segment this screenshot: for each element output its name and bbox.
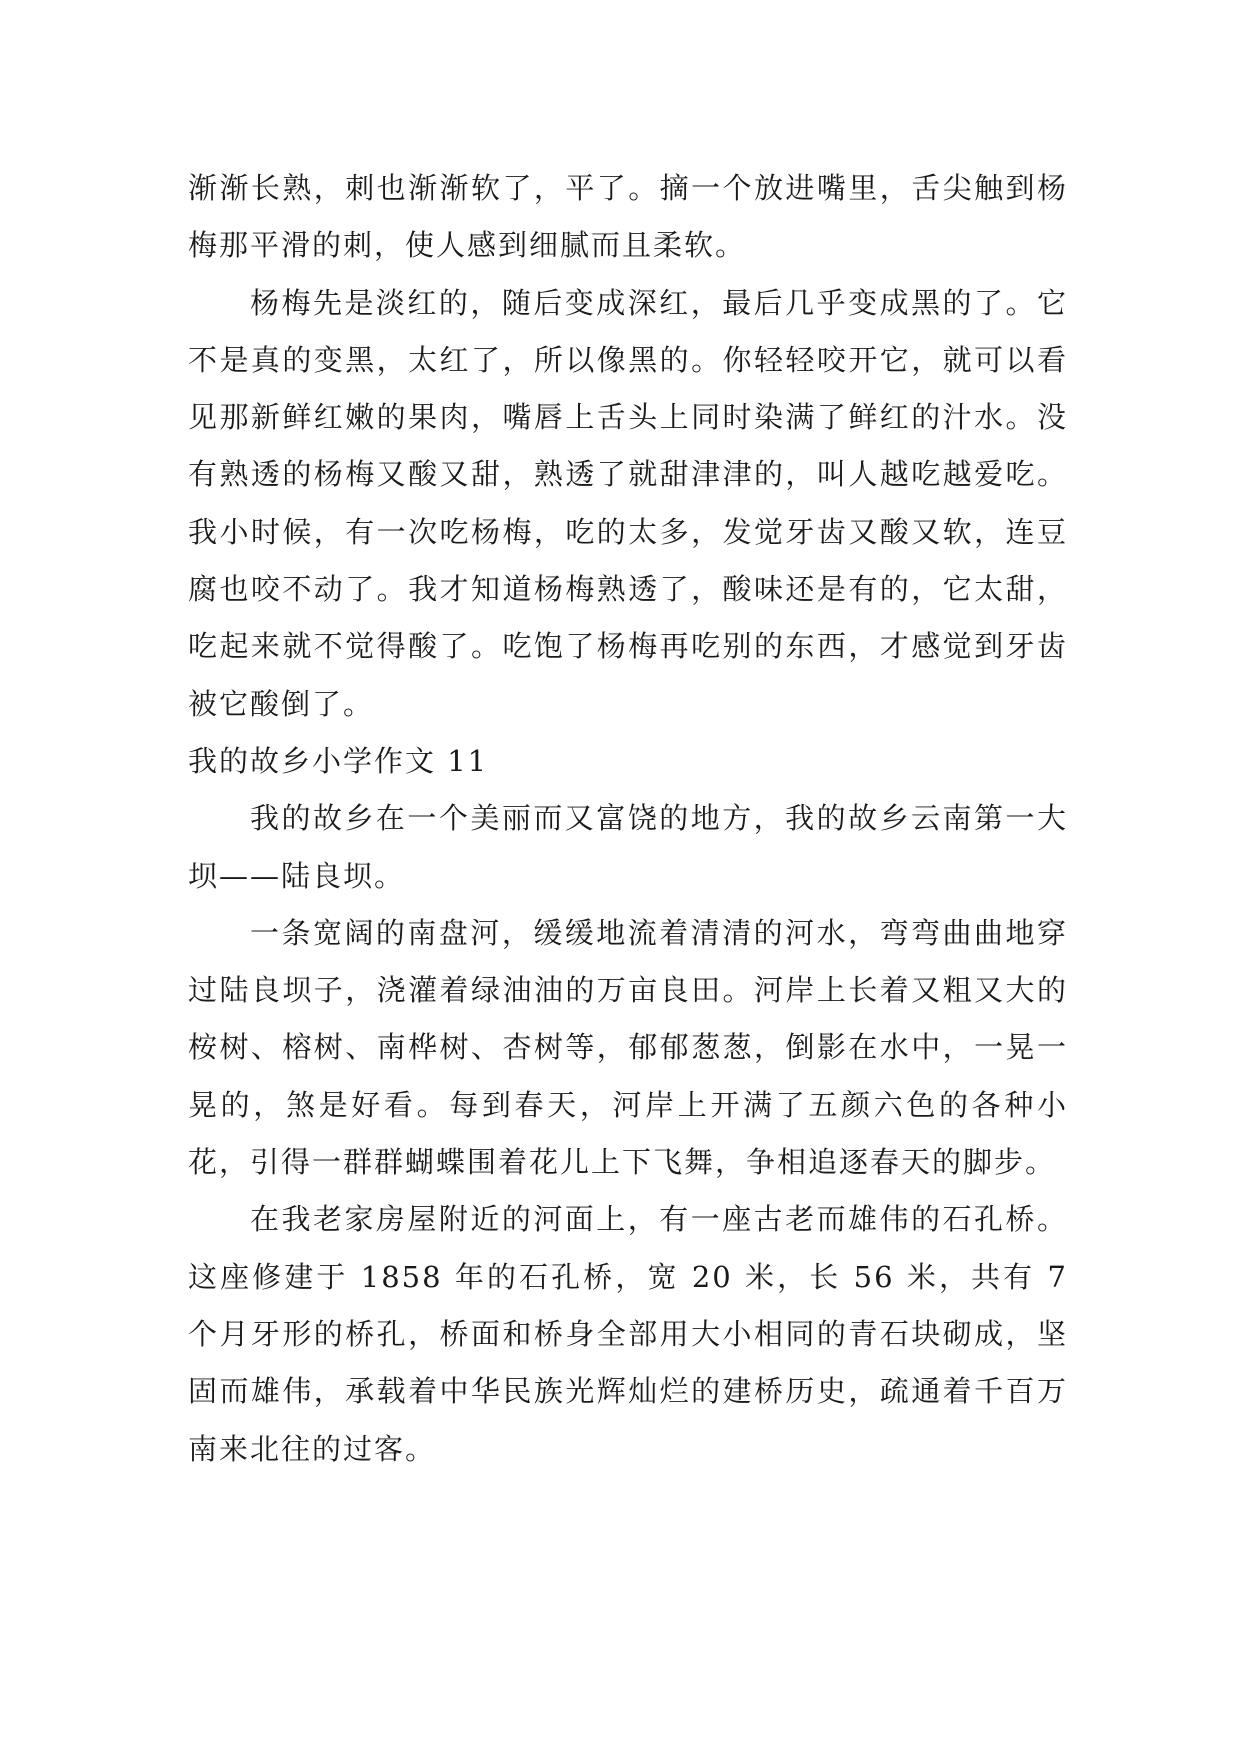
- paragraph-continuation: 渐渐长熟，刺也渐渐软了，平了。摘一个放进嘴里，舌尖触到杨梅那平滑的刺，使人感到细腻而且柔软。: [188, 171, 1068, 263]
- paragraph-yangmei: 杨梅先是淡红的，随后变成深红，最后几乎变成黑的了。它不是真的变黑，太红了，所以像黑的。你轻轻咬开它，就可以看见那新鲜红嫩的果肉，嘴唇上舌头上同时染满了鲜红的汁水。没有熟透的杨梅又酸又甜，熟透了就甜津津的，叫人越吃越爱吃。我小时候，有一次吃杨梅，吃的太多，发觉牙齿又酸又软，连豆腐也咬不动了。我才知道杨梅熟透了，酸味还是有的，它太甜，吃起来就不觉得酸了。吃饱了杨梅再吃别的东西，才感觉到牙齿被它酸倒了。: [188, 285, 1068, 721]
- section-title: 我的故乡小学作文 11: [188, 743, 489, 778]
- paragraph-river: 一条宽阔的南盘河，缓缓地流着清清的河水，弯弯曲曲地穿过陆良坝子，浇灌着绿油油的万亩良田。河岸上长着又粗又大的桉树、榕树、南桦树、杏树等，郁郁葱葱，倒影在水中，一晃一晃的，煞是好看。每到春天，河岸上开满了五颜六色的各种小花，引得一群群蝴蝶围着花儿上下飞舞，争相追逐春天的脚步。: [188, 915, 1068, 1180]
- document-body: [188, 160, 1068, 1478]
- paragraph-bridge: 在我老家房屋附近的河面上，有一座古老而雄伟的石孔桥。这座修建于 1858 年的石孔桥，宽 20 米，长 56 米，共有 7 个月牙形的桥孔，桥面和桥身全部用大小相同的青石块砌成，坚固而雄伟，承载着中华民族光辉灿烂的建桥历史，疏通着千百万南来北往的过客。: [188, 1202, 1068, 1466]
- paragraph-hometown-intro: 我的故乡在一个美丽而又富饶的地方，我的故乡云南第一大坝——陆良坝。: [188, 801, 1068, 893]
